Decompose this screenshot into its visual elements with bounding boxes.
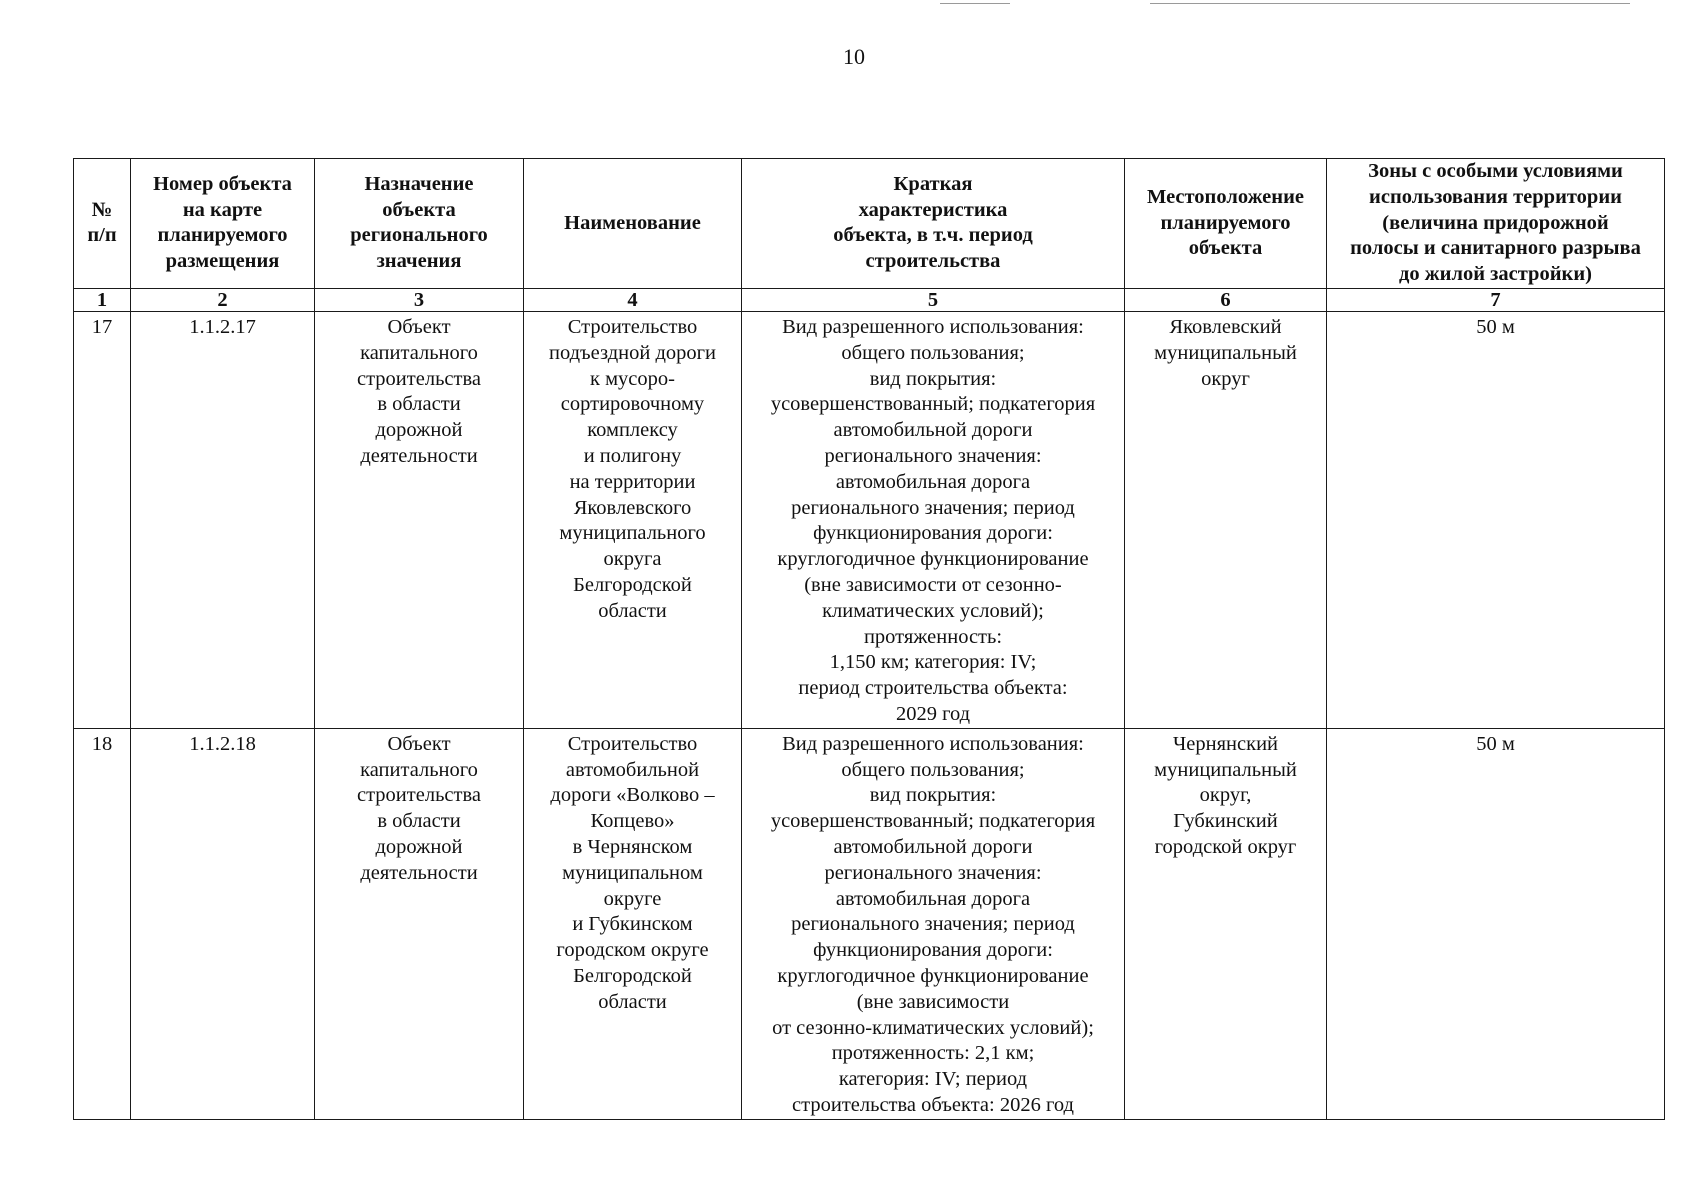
scan-artifact-line — [940, 3, 1010, 4]
header-map-number: Номер объекта на карте планируемого размещения — [131, 159, 315, 289]
cell-description: Вид разрешенного использования: общего пользования; вид покрытия: усовершенствованный; подкатегория автомобильной дороги регионального значения: автомобильная дорога регионального значения; период функционирования дороги: круглогодичное функционирование (вне зависимости от сезонно-климатических условий); протяженность: 2,1 км; категория: IV; период строительства объекта: 2026 год — [742, 728, 1125, 1119]
table-row — [74, 728, 1665, 1119]
cell-purpose: Объект капитального строительства в области дорожной деятельности — [315, 311, 524, 728]
cell-name: Строительство подъездной дороги к мусоро- сортировочному комплексу и полигону на территории Яковлевского муниципального округа Белгородской области — [524, 311, 742, 728]
table-row — [74, 311, 1665, 728]
cell-map-number: 1.1.2.17 — [131, 311, 315, 728]
cell-zones: 50 м — [1327, 311, 1665, 728]
column-number: 3 — [315, 288, 524, 311]
column-number: 1 — [74, 288, 131, 311]
header-number: № п/п — [74, 159, 131, 289]
column-number: 6 — [1125, 288, 1327, 311]
header-location: Местоположение планируемого объекта — [1125, 159, 1327, 289]
page-number: 10 — [843, 44, 865, 69]
cell-location: Яковлевский муниципальный округ — [1125, 311, 1327, 728]
cell-description: Вид разрешенного использования: общего пользования; вид покрытия: усовершенствованный; подкатегория автомобильной дороги регионального значения: автомобильная дорога регионального значения; период функционирования дороги: круглогодичное функционирование (вне зависимости от сезонно- климатических условий); протяженность: 1,150 км; категория: IV; период строительства объекта: 2029 год — [742, 311, 1125, 728]
scan-artifact-line — [1150, 3, 1630, 4]
column-number: 2 — [131, 288, 315, 311]
cell-row-number: 18 — [74, 728, 131, 1119]
header-description: Краткая характеристика объекта, в т.ч. период строительства — [742, 159, 1125, 289]
cell-map-number: 1.1.2.18 — [131, 728, 315, 1119]
cell-zones: 50 м — [1327, 728, 1665, 1119]
cell-name: Строительство автомобильной дороги «Волково – Копцево» в Чернянском муниципальном округе и Губкинском городском округе Белгородской области — [524, 728, 742, 1119]
cell-purpose: Объект капитального строительства в области дорожной деятельности — [315, 728, 524, 1119]
header-row — [74, 159, 1665, 289]
column-number: 7 — [1327, 288, 1665, 311]
cell-location: Чернянский муниципальный округ, Губкинский городской округ — [1125, 728, 1327, 1119]
planned-objects-table — [73, 158, 1665, 1120]
header-zones: Зоны с особыми условиями использования территории (величина придорожной полосы и санитарного разрыва до жилой застройки) — [1327, 159, 1665, 289]
cell-row-number: 17 — [74, 311, 131, 728]
column-number-row — [74, 288, 1665, 311]
header-purpose: Назначение объекта регионального значения — [315, 159, 524, 289]
column-number: 4 — [524, 288, 742, 311]
header-name: Наименование — [524, 159, 742, 289]
column-number: 5 — [742, 288, 1125, 311]
